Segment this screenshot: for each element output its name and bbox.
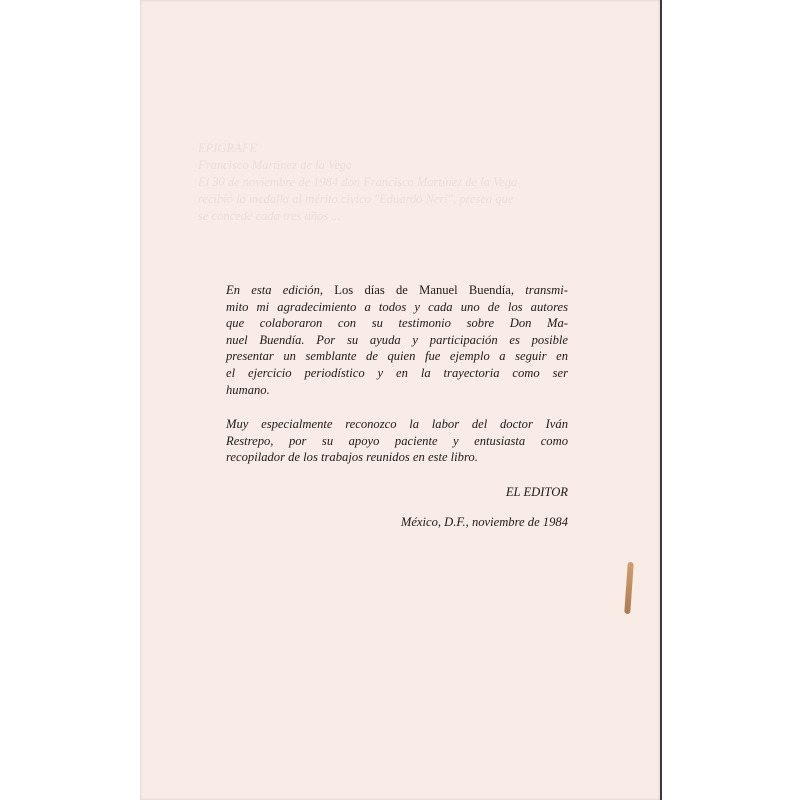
- editor-signature: EL EDITOR: [505, 484, 568, 499]
- place-date: México, D.F., noviembre de 1984: [400, 514, 568, 529]
- text-line: Muy especialmente reconozco la labor del doctor Iván: [226, 417, 568, 432]
- text-line: humano.: [226, 382, 270, 397]
- book-page: [140, 0, 660, 800]
- editor-note: [226, 282, 568, 530]
- text-line: mito mi agradecimiento a todos y cada uno de los autores: [226, 299, 568, 314]
- text-segment: , transmi-: [510, 283, 568, 297]
- text-line: nuel Buendía. Por su ayuda y participación es posible: [226, 332, 568, 347]
- show-through-text: EPIGRAFE Francisco Martínez de la Vega El 30 de noviembre de 1984 don Francisco Martínez de la Vega recibió la medalla al mérito cívico "Eduardo Neri", presea que se concede cada tres años ...: [198, 141, 518, 223]
- text-segment: En esta edición,: [226, 283, 335, 297]
- thanks-paragraph: [226, 416, 568, 466]
- paper-stain: [624, 562, 634, 614]
- text-line: [226, 282, 568, 299]
- text-line: que colaboraron con su testimonio sobre Don Ma-: [226, 316, 568, 331]
- book-title: Los días de Manuel Buendía: [334, 283, 511, 297]
- acknowledgment-paragraph: [226, 282, 568, 398]
- text-line: recopilador de los trabajos reunidos en este libro.: [226, 450, 478, 465]
- text-line: el ejercicio periodístico y en la trayectoria como ser: [226, 365, 568, 380]
- page-edge: [660, 0, 662, 800]
- text-line: Restrepo, por su apoyo paciente y entusiasta como: [226, 433, 568, 448]
- text-line: presentar un semblante de quien fue ejemplo a seguir en: [226, 349, 568, 364]
